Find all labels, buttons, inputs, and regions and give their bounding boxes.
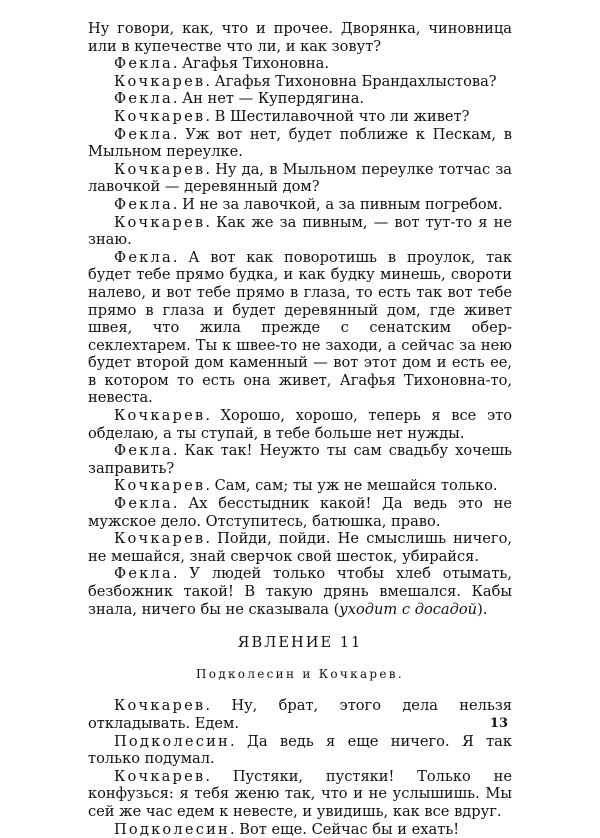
dialogue-block-2: [88, 697, 512, 838]
opening-paragraph: Ну говори, как, что и прочее. Дворянка, чиновница или в купечестве что ли, и как зовут?: [88, 20, 512, 55]
line-text: Хорошо, хорошо, теперь я все это обделаю, а ты ступай, в тебе больше нет нужды.: [88, 407, 512, 442]
speaker-name: Кочкарев: [114, 477, 206, 495]
dialogue-line: Фекла. Ах бесстыдник какой! Да ведь это не мужское дело. Отступитесь, батюшка, право.: [88, 495, 512, 530]
line-text: Ан нет — Купердягина.: [182, 90, 365, 108]
line-end: ).: [477, 600, 488, 618]
dialogue-line: Фекла. У людей только чтобы хлеб отымать, безбожник такой! В такую дрянь вмешался. Кабы знала, ничего бы не сказывала (уходит с досадой).: [88, 565, 512, 618]
dialogue-line: Фекла. Как так! Неужто ты сам свадьбу хочешь заправить?: [88, 442, 512, 477]
line-text: Агафья Тихоновна Брандахлыстова?: [214, 72, 497, 90]
speaker-name: Кочкарев: [114, 72, 206, 90]
line-text: Ну, брат, этого дела нельзя откладывать. Едем.: [88, 697, 512, 732]
line-text: Уж вот нет, будет поближе к Пескам, в Мыльном переулке.: [88, 125, 513, 161]
dialogue-line: Кочкарев. Как же за пивным, — вот тут-то я не знаю.: [88, 213, 512, 249]
speaker-name: Кочкарев: [114, 213, 206, 231]
speaker-name: Кочкарев: [114, 160, 206, 178]
dialogue-line: Кочкарев. Ну, брат, этого дела нельзя откладывать. Едем.: [88, 697, 512, 732]
dialogue-line: Кочкарев. Ну да, в Мыльном переулке тотчас за лавочкой — деревянный дом?: [88, 160, 512, 196]
line-text: Вот еще. Сейчас бы и ехать!: [239, 820, 460, 838]
speaker-name: Фекла: [114, 248, 173, 266]
dialogue-line: Кочкарев. Хорошо, хорошо, теперь я все это обделаю, а ты ступай, в тебе больше нет нужды.: [88, 407, 512, 442]
line-text: У людей только чтобы хлеб отымать, безбожник такой! В такую дрянь вмешался. Кабы знала, ничего бы не сказывала: [88, 565, 512, 618]
dialogue-line: Кочкарев. Пустяки, пустяки! Только не конфузься: я тебя женю так, что и не услышишь. Мы сей же час едем к невесте, и увидишь, как все вдруг.: [88, 767, 512, 820]
line-text: Пойди, пойди. Не смыслишь ничего, не мешайся, знай сверчок свой шесток, убирайся.: [88, 530, 512, 565]
speaker-name: Фекла: [114, 125, 173, 143]
speaker-name: Кочкарев: [114, 107, 206, 125]
line-text: Ну да, в Мыльном переулке тотчас за лавочкой — деревянный дом?: [88, 160, 512, 196]
stage-direction: уходит с досадой: [339, 600, 478, 618]
speaker-name: Кочкарев: [114, 407, 206, 425]
speaker-name: Фекла: [114, 90, 173, 108]
speaker-name: Фекла: [114, 495, 173, 513]
speaker-name: Кочкарев: [114, 530, 206, 548]
dialogue-line: Фекла. Агафья Тихоновна.: [114, 55, 330, 73]
scene-heading: ЯВЛЕНИЕ 11: [237, 634, 363, 652]
speaker-name: Кочкарев: [114, 697, 206, 715]
speaker-name: Фекла: [114, 442, 173, 460]
dialogue-line: Фекла. Уж вот нет, будет поближе к Пескам, в Мыльном переулке.: [88, 125, 513, 161]
line-text: Ах бесстыдник какой! Да ведь это не мужское дело. Отступитесь, батюшка, право.: [88, 495, 512, 530]
line-text: Да ведь я еще ничего. Я так только подумал.: [88, 732, 512, 768]
dialogue-line: Подколесин. Да ведь я еще ничего. Я так только подумал.: [88, 732, 512, 768]
line-text: А вот как поворотишь в проулок, так будет тебе прямо будка, и как будку минешь, свороти налево, и вот тебе прямо в глаза, то есть так вот тебе прямо в глаза и будет деревянный дом, где живет швея, что жила прежде с сенатским обер-секлехтарем. Ты к швее-то не заходи, а сейчас за нею будет второй дом каменный — вот этот дом и есть ее, в котором то есть она живет, Агафья Тихоновна-то, невеста.: [88, 248, 512, 407]
dialogue-line: Кочкарев. В Шестилавочной что ли живет?: [114, 107, 470, 125]
dialogue-line: Фекла. И не за лавочкой, а за пивным погребом.: [114, 195, 503, 213]
dialogue-line: Фекла. А вот как поворотишь в проулок, так будет тебе прямо будка, и как будку минешь, свороти налево, и вот тебе прямо в глаза, то есть так вот тебе прямо в глаза и будет деревянный дом, где живет швея, что жила прежде с сенатским обер-секлехтарем. Ты к швее-то не заходи, а сейчас за нею будет второй дом каменный — вот этот дом и есть ее, в котором то есть она живет, Агафья Тихоновна-то, невеста.: [88, 248, 512, 407]
dialogue-line: Кочкарев. Сам, сам; ты уж не мешайся только.: [114, 477, 498, 495]
line-text: Агафья Тихоновна.: [182, 55, 330, 73]
page-number: 13: [489, 716, 508, 731]
dialogue-line: Подколесин. Вот еще. Сейчас бы и ехать!: [114, 820, 460, 838]
body-text: [88, 20, 512, 838]
speaker-name: Фекла: [114, 565, 173, 583]
speaker-name: Фекла: [114, 195, 173, 213]
scene-characters: Подколесин и Кочкарев.: [196, 666, 404, 681]
line-text: Пустяки, пустяки! Только не конфузься: я тебя женю так, что и не услышишь. Мы сей же час едем к невесте, и увидишь, как все вдруг.: [88, 767, 512, 820]
line-text: Сам, сам; ты уж не мешайся только.: [214, 477, 498, 495]
dialogue-line: Фекла. Ан нет — Купердягина.: [114, 90, 365, 108]
dialogue-line: Кочкарев. Пойди, пойди. Не смыслишь ничего, не мешайся, знай сверчок свой шесток, убирайся.: [88, 530, 512, 565]
line-text: В Шестилавочной что ли живет?: [214, 107, 470, 125]
line-text: Как так! Неужто ты сам свадьбу хочешь заправить?: [88, 442, 512, 477]
speaker-name: Подколесин: [114, 820, 230, 838]
line-text: Как же за пивным, — вот тут-то я не знаю.: [88, 213, 512, 249]
speaker-name: Фекла: [114, 55, 173, 73]
line-text: И не за лавочкой, а за пивным погребом.: [182, 195, 503, 213]
speaker-name: Кочкарев: [114, 767, 206, 785]
speaker-name: Подколесин: [114, 732, 230, 750]
dialogue-line: Кочкарев. Агафья Тихоновна Брандахлыстова?: [114, 72, 497, 90]
dialogue-block-1: [88, 55, 512, 618]
